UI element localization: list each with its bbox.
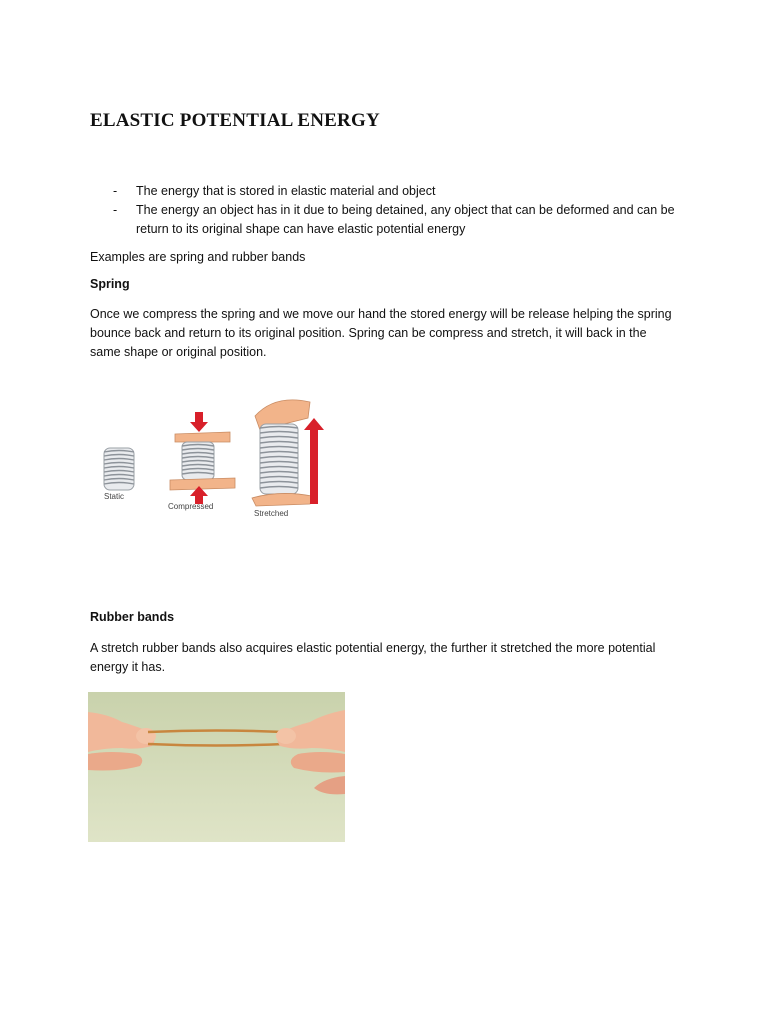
- static-label: Static: [104, 492, 125, 501]
- rubber-paragraph: A stretch rubber bands also acquires elastic potential energy, the further it stretched the more potential energy it has.: [90, 641, 656, 674]
- static-spring: [104, 448, 134, 490]
- page-title: ELASTIC POTENTIAL ENERGY: [90, 110, 380, 131]
- definition-list: [113, 182, 683, 239]
- bullet-text: The energy that is stored in elastic material and object: [136, 184, 436, 198]
- bullet-marker: -: [113, 184, 118, 198]
- bullet-text: The energy an object has in it due to being detained, any object that can be deformed and can be return to its original shape can have elastic potential energy: [136, 203, 675, 236]
- examples-text: Examples are spring and rubber bands: [90, 250, 306, 264]
- spring-heading: Spring: [90, 277, 130, 291]
- compressed-label: Compressed: [168, 502, 214, 511]
- bullet-marker: -: [113, 203, 118, 217]
- spring-figure: [70, 372, 350, 540]
- stretched-label: Stretched: [254, 509, 289, 518]
- rubber-band-photo: [88, 692, 345, 842]
- spring-paragraph: Once we compress the spring and we move our hand the stored energy will be release helping the spring bounce back and return to its original position. Spring can be compress and stretch, it will back in the same shape or original position.: [90, 307, 672, 359]
- rubber-heading: Rubber bands: [90, 610, 175, 624]
- list-item: [113, 182, 683, 201]
- list-item: [113, 201, 683, 239]
